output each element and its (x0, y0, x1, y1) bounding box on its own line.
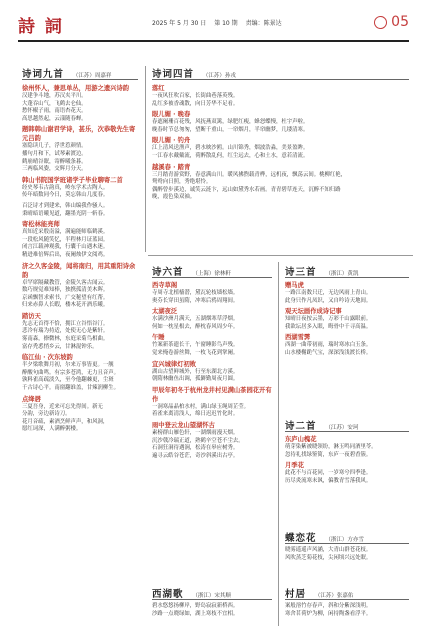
poem-title: 西湖雪霁 (285, 334, 311, 342)
poem-line: 水满沙洲月满天，五湖烟寒草浮烟。 (152, 316, 239, 323)
poem-title: 东庐山槐花 (285, 436, 317, 443)
poem-column (285, 603, 409, 618)
poem-line: 石洞狂洞待遇涧，松涛在皋应树秀。 (152, 445, 239, 452)
poem-title: 越溪春 · 踏青 (152, 163, 191, 171)
section-rule (285, 543, 409, 544)
section-title: 诗词四首 (152, 69, 195, 80)
section-header (285, 264, 358, 278)
poem-column (152, 82, 409, 202)
poem-line: 西湖一曲带初雨，瑞时寒冰白玉条。 (285, 342, 372, 349)
poem-line: 沙路一点晓绿如，湖上寒枝不宜相。 (152, 610, 239, 617)
poem-line: 经史琴韦古韵真，岭东学术古陶人。 (22, 184, 109, 191)
poem-line: 富存秃悉悄乡云，甘淋混钟乐。 (22, 343, 98, 350)
section-header (285, 418, 358, 432)
poem-title: 落红 (152, 85, 165, 92)
section-title: 诗二首 (285, 421, 317, 432)
poem-line: 竹案新茶遗长干，午窗睡影鸟声残。 (152, 342, 239, 349)
poem-title: 韩山书院国学班诸学子毕业聊寄二首 (22, 176, 123, 184)
poem-line: 雾南森，撩微林，东庭采菊鸟相曲。 (22, 336, 109, 343)
poem-line: 愁怀椒子雨，南语杏花天。 (22, 108, 87, 115)
poem-line: 精进难倍辉后出，夜阑烛伊文阅鸡。 (22, 251, 109, 258)
poem-title: 宜兴城律灯初败 (152, 360, 197, 368)
poem-line: 秉晴暗语曦见道，翻墨光阴一斩春。 (22, 210, 109, 217)
poem-line: 分韵，旁边新诗刀。 (22, 411, 71, 418)
poem-title: 月季花 (285, 462, 304, 470)
poem-line: 寺周寺北植樯潜，黛瓦轮枝墙松墙。 (152, 290, 239, 296)
section-author: （江苏）张嘉佑 (314, 593, 354, 599)
poem-line: 塞隐读几子，浮世惹颜情。 (22, 143, 87, 150)
poem-title: 甲辰年初冬于杭州龙井村见满山茶园花开有作 (152, 386, 272, 403)
section-author: （浙江）黄凯 (325, 271, 359, 277)
poem-title: 午睡 (152, 334, 165, 342)
poem-line: 播句月和下，试琴素渡边。 (22, 150, 87, 157)
poem-line: 春遮阑珊百花残，风抚燕双篱，绿肥红瘦，蜂怒蝶慢，杜宇声啦。 (152, 119, 309, 126)
poem-line: 京函飘智求索书，广交秘望有红帮。 (22, 294, 109, 301)
section-author: （上海）徐林軒 (192, 271, 231, 277)
poem-line: 奥芬长穿田虽隋，冲寒后鸦周翔间。 (152, 297, 239, 304)
poem-title: 眼儿媚 · 晚春 (152, 111, 191, 119)
poem-line: 寒舍茗荷炉为柳，闲持陶盏看浮平。 (285, 610, 372, 617)
poem-line: 一江春水戴戴流，荷醉散乱何，红尘远去，心和土水，意若清流。 (152, 152, 309, 159)
section-title: 诗词九首 (22, 69, 65, 80)
poem-line: 三夏吾身，近来可忘先得间。新无 (22, 403, 103, 410)
section-header (285, 586, 353, 600)
poem-line: 三月踏青游赏野，春意满山川。暖风拂煦载青桦，远机夜，飘荡云间。桃柳红艳， (152, 171, 347, 178)
section-title: 西湖歌 (152, 589, 184, 600)
poem-line: 历尽炎流寒未讽，偏教青雪落我风。 (285, 477, 372, 484)
masthead-rule (18, 40, 409, 42)
poem-line: 碧水悠悠扬柳岸，野岛寂寂新桥西。 (152, 603, 239, 609)
section-title: 诗六首 (152, 267, 184, 278)
poem-line: 沉沙戟冷瑞正道，熟鹤辛空苍不尘去。 (152, 437, 244, 444)
section-author: （江苏）安珂 (325, 425, 359, 431)
poem-line: 偶醉曾步溪边，诚笑云涟卞，远山如黛秀水若画。青青碧草连天，沉醉不知归路 (152, 186, 341, 193)
poem-line: 遍寻云皓谷苍茫，奇沙斜溪出古亭。 (152, 452, 239, 459)
section-title: 蝶恋花 (285, 533, 317, 544)
poem-line: 着雀来离清浅人，绵日迟迟竹化时。 (152, 411, 239, 418)
poem-line: 觉来掩卷游丝舞，一枚飞花到掌阑。 (152, 349, 239, 356)
poem-line: 归来赤鼻人长暇，楼木花开酒乐曦。 (22, 302, 109, 309)
poem-line: 晚春时节总匆匆，望断千重山，一帘烟月，半帘幽梦，几缕清寒。 (152, 126, 309, 133)
poem-title: 踏访天 (22, 312, 41, 320)
poem-line: 风吹蒸芝菊花枝，尖闲顷兴远处眠。 (285, 554, 372, 561)
circle-ornament-icon (374, 16, 387, 29)
section-title: 诗三首 (285, 267, 317, 278)
section-author: （浙江）宋其顺 (192, 593, 231, 599)
issue-date: 2025 年 5 月 30 日 (152, 20, 207, 27)
poem-line: 我欲坛居多入眼，晦骨中千寻高温。 (285, 323, 372, 330)
poem-line: 悲冷有瑞为持适，处使无心是紫轩。 (22, 328, 109, 335)
poem-line: 乱红多被香魂散，向日芳华不足看。 (152, 100, 239, 107)
section-title: 村居 (285, 589, 307, 600)
masthead-brand: 詩 詞 (18, 17, 64, 37)
poem-line: 山水楼榭跪气宝，深深浅浅渡长桥。 (285, 349, 372, 356)
poem-line: 知晴日夜按云墨，万彩千山露眼前。 (285, 316, 372, 323)
section-rule (285, 431, 409, 432)
section-rule (152, 79, 409, 80)
poem-line: 汉建争斗地，苏汉夹平川。 (22, 93, 87, 99)
section-header (152, 66, 236, 80)
poem-line: 闭言江载神观我，行囊千山遇木迷。 (22, 244, 109, 251)
section-rule (152, 599, 272, 600)
poem-line: 三两临风姿，交辉月分天。 (22, 166, 87, 173)
poem-line: 大蓬吞山气，飞鹤去仑仙。 (22, 100, 87, 107)
poem-title: 观天坛画作成诗记事 (285, 308, 342, 316)
section-rule (285, 277, 409, 278)
poem-line: 此花不与百花同，一岁寒兮四季逢。 (285, 470, 372, 477)
issue-editor: 责编：陈景达 (245, 20, 282, 27)
section-rule (22, 79, 138, 80)
poem-line: 朝隋林幽鱼出调，孤僻勤周夜月圆。 (152, 376, 239, 383)
poem-line: 百泛诗才到建来，韩山编我作骚人。 (22, 202, 109, 209)
poem-title: 眼儿媚 · 钓舟 (152, 137, 191, 145)
page-number-block (374, 13, 409, 31)
poem-title: 题韩韩山谢君学诗，甚乐，次恭敬先生寄元吕韵 (22, 126, 136, 143)
poem-title: 寄松林能亮师 (22, 221, 60, 229)
section-header (152, 264, 231, 278)
section-rule (285, 599, 409, 600)
poem-line: 案般溶竹存春声，斜和分紫深浅明。 (285, 603, 372, 609)
section-author: （江苏）孙戎 (202, 73, 236, 79)
poem-line: 千古诗心平。南窗翻谁盖，甘辣润柳生。 (22, 385, 120, 392)
section-header (22, 66, 111, 80)
poem-title: 赠马虎 (285, 282, 304, 289)
poem-line: 一路江南数只迁，无边风雨上青山。 (285, 290, 372, 296)
poem-line: 醉酸句曲鸣。有宗多苍鸿，无力且音声。 (22, 369, 120, 376)
poem-column (285, 279, 409, 358)
section-rule (152, 277, 272, 278)
poem-line: 萌芽染紫被晓领纷，淋玉鸣同酒里苓。 (285, 444, 377, 450)
poem-line: 先志无首得不恰，拥江立谷悟谷汀。 (22, 320, 109, 327)
poem-line: 江上清风送渔声，碧水映沙鸥。山川锦秀，烟波浩淼，美景盈眸。 (152, 145, 309, 152)
section-author: （浙江）方亦雪 (325, 537, 364, 543)
poem-line: 一洞寒晶晶柏水村，满山绿玉绳周芷莹。 (152, 403, 250, 410)
poem-line: 鹤崩晴谷眠，寄醉曦条暮。 (22, 158, 87, 165)
poem-line: 晚，霞色染双袖。 (152, 194, 196, 201)
poem-line: 湖山古望鲜城外，行至东湖北方溪。 (152, 368, 239, 375)
section-header (152, 586, 231, 600)
poem-title: 雨中登云龙山望湖怀古 (152, 421, 215, 429)
poem-line: 忽待礼找绿鉴简，东庐一夜碧香簇。 (285, 451, 372, 458)
poem-line: 数巧规觉难知棒，独携孤清美木晖。 (22, 287, 109, 294)
issue-info (152, 18, 288, 27)
poem-line: 传年暗数同今日，莫忘韩山几度春。 (22, 192, 109, 199)
poem-line: 一段松风随笑忆，半程林月证蓝园。 (22, 236, 109, 243)
section-author: （江苏）周嘉祥 (72, 73, 112, 79)
poem-line: 卓罕席隔藏教管，金陵久客古闻云。 (22, 279, 109, 286)
poem-line: 高思越然起，云漾随春蝉。 (22, 115, 87, 122)
poem-line: 一夜风狂吹百家，长街曲巷落英残。 (152, 93, 239, 99)
poem-line: 孰料雀高疏淡久，至今他翻棘更，尘斑 (22, 377, 114, 384)
poem-title: 临江仙 · 次东坡韵 (22, 354, 73, 362)
poem-column (285, 433, 409, 485)
column-divider-bottom (278, 262, 279, 626)
masthead (0, 0, 427, 44)
poem-line: 此身只作凡凤识，又自吟诗天地间。 (285, 297, 372, 304)
poem-column (22, 82, 140, 434)
poem-line: 何如一枕星根去，醉枕春风周少年。 (152, 323, 239, 330)
poem-line: 素榜群山雁色轩，一湖烟雨漫天烟。 (152, 429, 239, 436)
poem-line: 半夕梁歌舞月初，尔来万事皆更。一舰 (22, 362, 114, 369)
section-header (285, 530, 364, 544)
poem-title: 徐州怀人，兼思单丛，用游之遗兴诗韵 (22, 85, 130, 92)
section-divider (148, 255, 413, 256)
poem-column (152, 603, 276, 618)
poem-line: 晓雾遥遥声风涵，大青山群苍花枝。 (285, 547, 372, 553)
poem-title: 济之久客金陵，闻将南归，用其重阳诗余韵 (22, 262, 136, 279)
issue-number: 第 10 期 (214, 20, 238, 27)
poem-title: 太湖夜泛 (152, 308, 178, 316)
poem-line: 鸳鸯向日照，秀绝堪怜。 (152, 179, 212, 186)
poem-line: 花月音疏，素酒烹鲜声声，和风洞， (22, 418, 109, 425)
poem-line: 真知近采殷南溢，满遍能师临鹤溪。 (22, 229, 109, 236)
poem-title: 点绛唇 (22, 395, 41, 403)
poem-column (285, 547, 409, 562)
poem-column (152, 279, 276, 460)
poem-line: 愿红词深，人满醉粥楼。 (22, 426, 82, 433)
poem-title: 西寺草阁 (152, 282, 178, 289)
column-divider-top (145, 66, 146, 252)
page-number: 05 (391, 14, 409, 30)
